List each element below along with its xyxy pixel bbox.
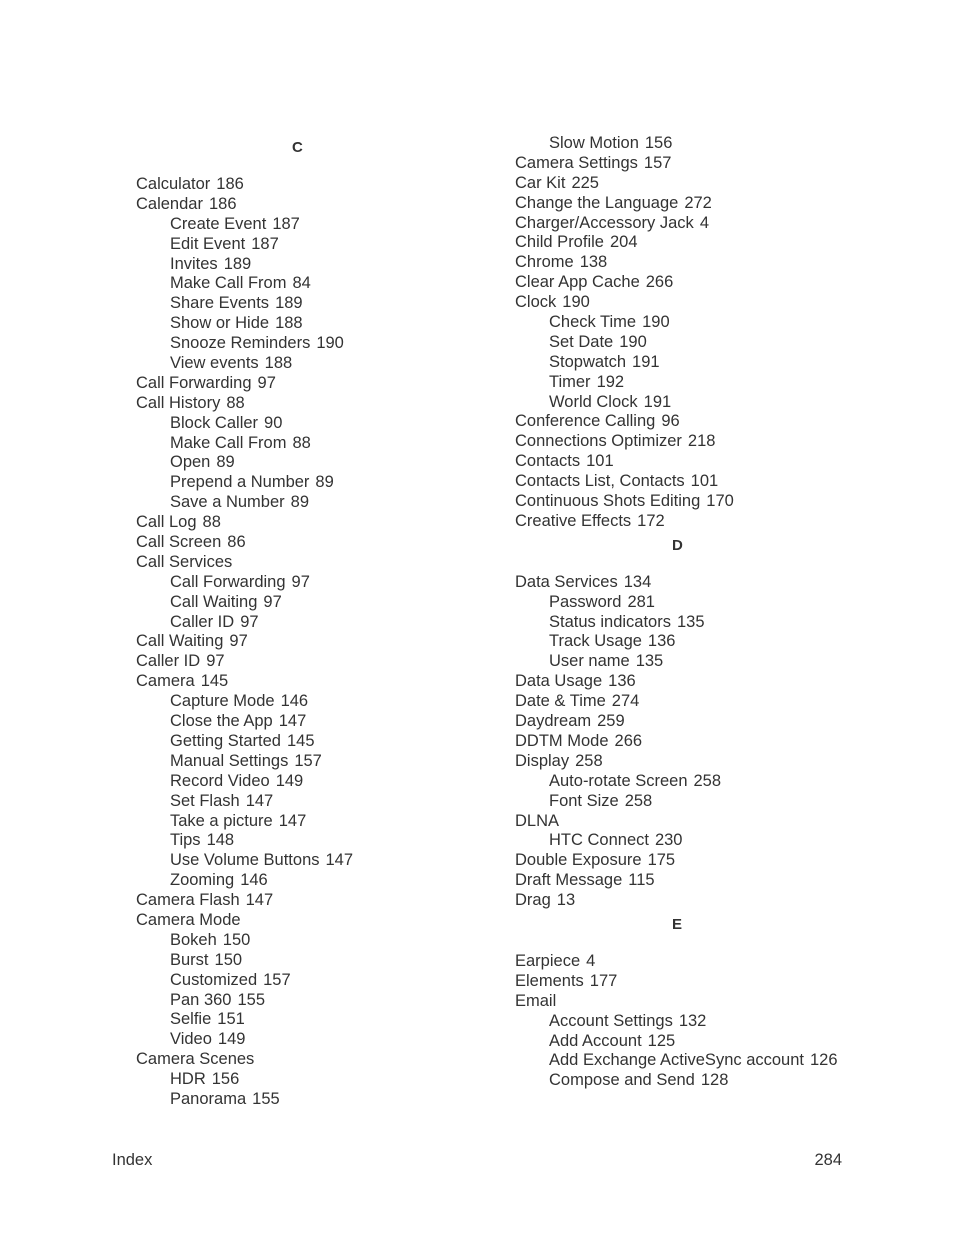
index-entry [515,253,915,273]
index-term: Conference Calling [515,412,656,431]
index-entry [515,812,915,832]
index-term: Panorama [170,1089,247,1108]
index-page-number: 88 [202,513,221,532]
index-term: Set Date [549,332,614,351]
index-term: Call Waiting [136,632,224,651]
index-page-number: 96 [661,412,680,431]
index-subentry [515,1051,915,1071]
index-term: Selfie [170,1010,212,1029]
index-subentry [136,354,496,374]
index-term: Creative Effects [515,511,632,530]
index-term: Call Waiting [170,592,258,611]
index-term: Manual Settings [170,751,289,770]
index-term: Clock [515,293,557,312]
index-term: Show or Hide [170,314,270,333]
index-page-number: 147 [278,811,307,830]
index-page-number: 138 [579,253,608,272]
index-page-number: 157 [294,751,322,770]
index-page-number: 136 [608,672,636,691]
index-page-number: 135 [635,652,664,671]
index-entry [515,992,915,1012]
index-entry [515,972,915,992]
index-term: Camera Flash [136,891,240,910]
index-letter-heading: C [292,139,303,156]
index-page-number: 170 [706,492,734,511]
index-subentry [136,931,496,951]
index-page-number: 126 [810,1051,838,1070]
index-term: Change the Language [515,193,679,212]
index-term: Camera Settings [515,153,638,172]
index-term: Add Account [549,1031,642,1050]
index-entry [136,911,496,931]
index-page-number: 4 [699,213,709,232]
index-entry [515,214,915,234]
index-term: Video [170,1030,212,1049]
index-entry [136,175,496,195]
index-term: DLNA [515,811,560,830]
index-page-number: 97 [229,632,248,651]
index-page-number: 89 [315,473,334,492]
index-subentry [136,712,496,732]
index-subentry [136,453,496,473]
index-entry [515,472,915,492]
index-term: HDR [170,1070,206,1089]
index-term: Open [170,453,211,472]
index-page-number: 97 [240,612,259,631]
index-page-number: 186 [208,194,237,213]
index-letter-heading: E [672,915,683,933]
index-subentry [515,613,915,633]
index-term: Customized [170,970,258,989]
index-subentry [136,593,496,613]
index-term: Compose and Send [549,1071,695,1090]
index-page-number: 97 [291,572,310,591]
index-page-number: 172 [637,511,665,530]
index-subentry [515,1032,915,1052]
index-page-number: 266 [614,731,643,750]
index-subentry [136,831,496,851]
index-page-number: 274 [611,692,640,711]
index-term: Clear App Cache [515,273,640,292]
index-page-number: 258 [575,751,603,770]
index-term: Draft Message [515,871,623,890]
index-page-number: 155 [252,1089,280,1108]
index-term: Make Call From [170,274,287,293]
index-page-number: 125 [647,1031,676,1050]
index-term: Email [515,991,557,1010]
index-page-number: 188 [275,314,303,333]
index-entry [515,293,915,313]
index-entry [136,652,496,672]
index-term: Capture Mode [170,692,275,711]
index-subentry [136,1030,496,1050]
index-term: Use Volume Buttons [170,851,320,870]
index-term: Status indicators [549,612,671,631]
index-term: Make Call From [170,433,287,452]
index-term: Password [549,592,622,611]
index-page-number: 186 [216,175,244,193]
index-page-number: 190 [642,313,670,332]
index-page-number: 149 [217,1030,246,1049]
index-entry [515,752,915,772]
index-page-number: 89 [216,453,235,472]
index-term: Calculator [136,175,211,193]
index-term: Take a picture [170,811,273,830]
index-subentry [136,971,496,991]
index-subentry [136,294,496,314]
index-entry [136,195,496,215]
index-entry [515,194,915,214]
index-term: Check Time [549,313,637,332]
index-term: Contacts List, Contacts [515,472,685,491]
footer-section-label: Index [112,1151,153,1169]
index-term: Car Kit [515,173,566,192]
index-page-number: 281 [627,592,655,611]
index-term: Caller ID [136,652,201,671]
index-page-number: 97 [206,652,225,671]
index-term: Call Forwarding [170,572,286,591]
index-subentry [136,215,496,235]
index-term: Save a Number [170,493,285,512]
index-page-number: 157 [643,153,672,172]
index-term: Chrome [515,253,574,272]
index-term: World Clock [549,392,638,411]
index-entry [515,732,915,752]
index-page-number: 86 [227,533,246,552]
index-entry [515,452,915,472]
index-page-number: 146 [280,692,309,711]
index-page-number: 134 [623,572,652,591]
index-entry [515,432,915,452]
index-page-number: 258 [693,771,722,790]
index-letter-heading: D [672,536,683,554]
index-page-number: 187 [251,234,279,253]
index-subentry [136,792,496,812]
index-entry [136,374,496,394]
index-subentry [136,255,496,275]
index-term: Bokeh [170,930,217,949]
index-term: Camera Scenes [136,1050,255,1069]
index-subentry [136,573,496,593]
index-subentry [515,333,915,353]
index-page-number: 145 [200,672,229,691]
index-term: Daydream [515,712,592,731]
index-term: Track Usage [549,632,642,651]
index-subentry [515,632,915,652]
index-term: Create Event [170,214,267,233]
index-page-number: 272 [684,193,712,212]
index-subentry [136,951,496,971]
index-subentry [136,752,496,772]
index-page-number: 189 [275,294,303,313]
index-subentry [136,871,496,891]
index-page-number: 149 [275,771,304,790]
index-term: Record Video [170,771,270,790]
index-term: Auto-rotate Screen [549,771,688,790]
index-subentry [136,414,496,434]
index-page-number: 84 [292,274,311,293]
index-page-number: 157 [263,970,291,989]
index-subentry [515,1071,915,1091]
index-entry [136,672,496,692]
index-entry [515,273,915,293]
index-page-number: 155 [237,990,266,1009]
index-page-number: 97 [263,592,282,611]
index-page-number: 175 [647,851,676,870]
index-page-number: 190 [562,293,590,312]
index-subentry [136,274,496,294]
index-page-number: 192 [596,372,625,391]
index-term: Display [515,751,570,770]
index-term: Charger/Accessory Jack [515,213,694,232]
index-entry [515,672,915,692]
index-entry [515,174,915,194]
index-page-number: 89 [290,493,309,512]
index-page-number: 151 [217,1010,245,1029]
index-entry [515,512,915,532]
index-term: Burst [170,950,209,969]
index-term: Invites [170,254,218,273]
index-entry [515,871,915,891]
index-subentry [136,692,496,712]
index-subentry [515,593,915,613]
index-term: Close the App [170,712,273,731]
index-page-number: 259 [597,712,625,731]
index-entry [136,1050,496,1070]
index-page-number: 150 [214,950,243,969]
index-column-right [515,134,915,1091]
index-subentry [136,812,496,832]
index-page-number: 101 [690,472,719,491]
index-entry [136,891,496,911]
index-term: View events [170,354,259,373]
index-subentry [136,434,496,454]
index-subentry [136,314,496,334]
index-term: Account Settings [549,1011,673,1030]
index-subentry [515,792,915,812]
index-subentry [136,613,496,633]
index-entry [515,154,915,174]
index-subentry [136,1010,496,1030]
index-term: Tips [170,831,201,850]
index-term: Block Caller [170,413,259,432]
index-page-number: 147 [245,791,274,810]
index-term: Call Services [136,552,233,571]
index-subentry [136,732,496,752]
index-page-number: 97 [257,373,276,392]
index-term: Double Exposure [515,851,642,870]
index-term: Call History [136,393,221,412]
index-term: Add Exchange ActiveSync account [549,1051,804,1070]
index-page-number: 218 [687,432,716,451]
index-entry [515,573,915,593]
index-term: Calendar [136,194,203,213]
index-term: Stopwatch [549,352,627,371]
index-entry [515,412,915,432]
index-subentry [136,851,496,871]
index-entry [136,632,496,652]
index-subentry [515,353,915,373]
index-term: Data Services [515,572,618,591]
index-term: Snooze Reminders [170,334,311,353]
index-page-number: 190 [619,332,647,351]
index-term: User name [549,652,630,671]
index-subentry [515,373,915,393]
index-term: Slow Motion [549,134,639,152]
index-term: Call Screen [136,533,222,552]
index-entry [515,952,915,972]
index-term: Call Log [136,513,197,532]
index-subentry [136,493,496,513]
index-page-number: 101 [586,452,614,471]
index-term: Camera [136,672,195,691]
index-entry [515,233,915,253]
index-term: Share Events [170,294,270,313]
index-term: Data Usage [515,672,603,691]
index-page-number: 88 [226,393,245,412]
index-column-left [136,134,496,1110]
index-subentry [515,313,915,333]
index-page-number: 4 [586,951,596,970]
index-page-number: 191 [643,392,672,411]
index-page-number: 189 [223,254,252,273]
index-entry [515,851,915,871]
index-term: Connections Optimizer [515,432,682,451]
index-page-number: 258 [624,791,653,810]
index-term: Camera Mode [136,910,241,929]
index-entry [515,492,915,512]
index-subentry [515,772,915,792]
index-page-number: 191 [632,352,660,371]
index-page-number: 146 [240,871,268,890]
spacer [515,559,915,573]
index-subentry [515,1012,915,1032]
index-subentry [515,831,915,851]
index-term: Drag [515,891,551,910]
index-page-number: 204 [609,233,638,252]
index-term: Call Forwarding [136,373,252,392]
index-entry [515,712,915,732]
index-subentry [136,991,496,1011]
index-term: Getting Started [170,731,281,750]
index-page-number: 132 [678,1011,707,1030]
index-term: Contacts [515,452,581,471]
index-subentry [515,393,915,413]
index-term: Timer [549,372,591,391]
index-term: Continuous Shots Editing [515,492,701,511]
index-term: Edit Event [170,234,246,253]
index-page-number: 225 [571,173,599,192]
index-page-number: 147 [278,712,307,731]
index-term: Earpiece [515,951,581,970]
index-page-number: 90 [264,413,283,432]
index-page-number: 266 [645,273,674,292]
index-entry [136,513,496,533]
index-term: HTC Connect [549,831,649,850]
index-entry [515,891,915,911]
index-subentry [136,334,496,354]
index-subentry [136,235,496,255]
index-entry [136,553,496,573]
footer-page-number: 284 [814,1151,842,1169]
index-page-number: 147 [245,891,274,910]
index-page-number: 147 [325,851,354,870]
index-page-number: 156 [211,1070,240,1089]
spacer [136,161,496,175]
index-subentry [136,772,496,792]
index-term: Prepend a Number [170,473,310,492]
index-subentry [136,1090,496,1110]
index-entry [136,394,496,414]
index-page-number: 177 [589,971,618,990]
index-page-number: 187 [272,214,300,233]
index-page-number: 115 [628,871,655,890]
index-entry [515,692,915,712]
index-page-number: 188 [264,354,293,373]
index-term: Caller ID [170,612,235,631]
index-subentry [515,134,915,154]
index-subentry [136,473,496,493]
index-term: Child Profile [515,233,604,252]
index-page-number: 136 [647,632,676,651]
index-page-number: 148 [206,831,235,850]
index-term: Font Size [549,791,619,810]
index-subentry [515,652,915,672]
index-page-number: 190 [316,334,344,353]
index-page-number: 13 [556,891,576,910]
index-subentry [136,1070,496,1090]
index-page-number: 135 [676,612,705,631]
index-term: Set Flash [170,791,240,810]
index-term: Zooming [170,871,235,890]
index-page-number: 230 [654,831,683,850]
index-term: Elements [515,971,584,990]
index-term: Pan 360 [170,990,232,1009]
index-page-number: 150 [222,930,251,949]
index-term: Date & Time [515,692,606,711]
index-page-number: 128 [700,1071,729,1090]
index-entry [136,533,496,553]
index-page-number: 156 [644,134,673,152]
index-page-number: 145 [286,731,315,750]
index-page-number: 88 [292,433,311,452]
index-term: DDTM Mode [515,731,609,750]
spacer [515,938,915,952]
